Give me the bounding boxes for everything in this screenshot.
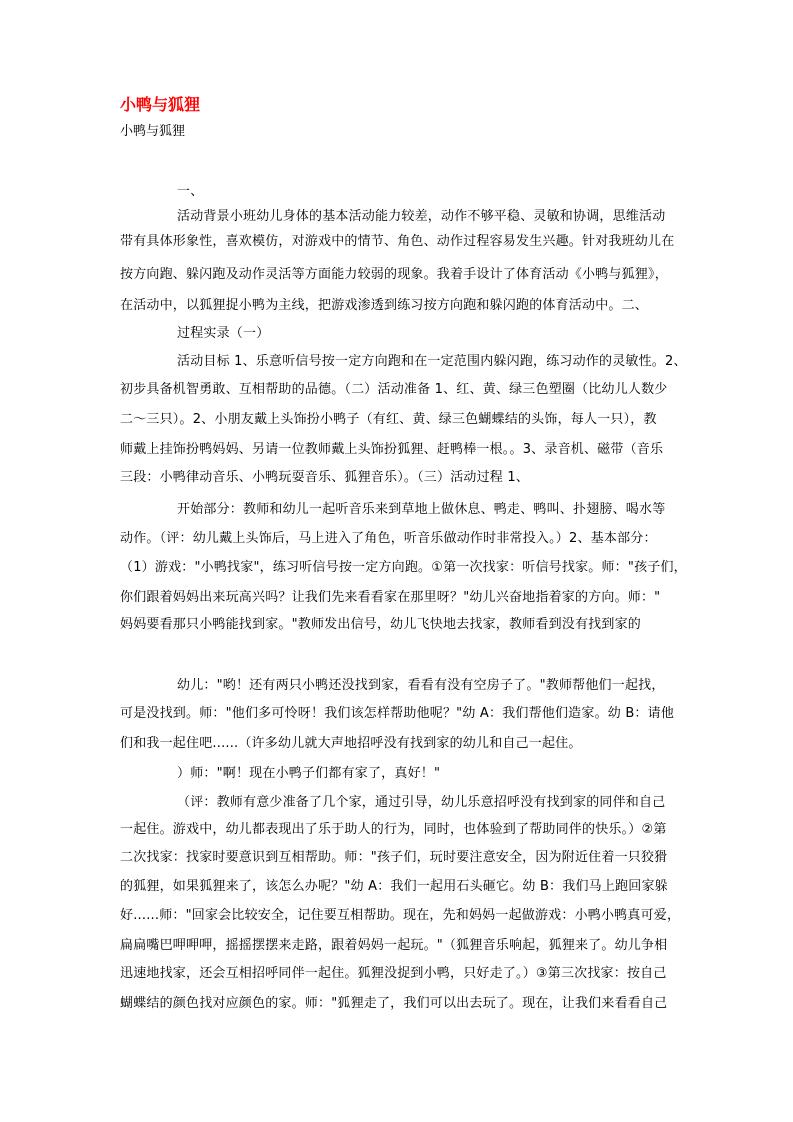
document-title: 小鸭与狐狸	[120, 95, 201, 114]
paragraph-line: 好......师："回家会比较安全，记住要互相帮助。现在，先和妈妈一起做游戏：小鸭小鸭真可爱，	[120, 908, 681, 923]
paragraph-line: 开始部分：教师和幼儿一起听音乐来到草地上做休息、鸭走、鸭叫、扑翅膀、喝水等	[177, 502, 666, 517]
paragraph-line: 你们跟着妈妈出来玩高兴吗？让我们先来看看家在那里呀？"幼儿兴奋地指着家的方向。师："	[120, 590, 661, 605]
paragraph-line: 动作。（评：幼儿戴上头饰后，马上进入了角色，听音乐做动作时非常投入。）2、基本部分：	[120, 531, 657, 546]
paragraph-line: （评：教师有意少准备了几个家，通过引导，幼儿乐意招呼没有找到家的同伴和自己	[177, 795, 666, 810]
paragraph-line: ）师："啊！现在小鸭子们都有家了，真好！"	[177, 766, 441, 781]
paragraph-line: 活动目标 1、乐意听信号按一定方向跑和在一定范围内躲闪跑，练习动作的灵敏性。2、	[177, 354, 687, 369]
paragraph-line: 蝴蝶结的颜色找对应颜色的家。师："狐狸走了，我们可以出去玩了。现在，让我们来看看自己	[120, 996, 668, 1011]
paragraph-line: 在活动中，以狐狸捉小鸭为主线，把游戏渗透到练习按方向跑和躲闪跑的体育活动中。二、	[120, 298, 649, 313]
paragraph-line: 二次找家：找家时要意识到互相帮助。师："孩子们，玩时要注意安全，因为附近住着一只狡猾	[120, 850, 668, 865]
paragraph-line: 一、	[177, 184, 204, 199]
paragraph-line: 三段：小鸭律动音乐、小鸭玩耍音乐、狐狸音乐）。（三）活动过程 1、	[120, 470, 530, 485]
paragraph-line: 扁扁嘴巴呷呷呷，摇摇摆摆来走路，跟着妈妈一起玩。"（狐狸音乐响起，狐狸来了。幼儿争相	[120, 938, 668, 953]
paragraph-line: 幼儿："哟！还有两只小鸭还没找到家，看看有没有空房子了。"教师帮他们一起找，	[177, 678, 665, 693]
paragraph-line: 们和我一起住吧......（许多幼儿就大声地招呼没有找到家的幼儿和自己一起住。	[120, 736, 582, 751]
paragraph-line: 师戴上挂饰扮鸭妈妈、另请一位教师戴上头饰扮狐狸、赶鸭棒一根。。3、录音机、磁带（音乐	[120, 442, 664, 457]
paragraph-line: 过程实录（一）	[177, 326, 270, 341]
paragraph-line: 一起住。游戏中，幼儿都表现出了乐于助人的行为，同时，也体验到了帮助同伴的快乐。）②第	[120, 822, 667, 837]
paragraph-line: 活动背景小班幼儿身体的基本活动能力较差，动作不够平稳、灵敏和协调，思维活动	[177, 209, 666, 224]
paragraph-line: 迅速地找家，还会互相招呼同伴一起住。狐狸没捉到小鸭，只好走了。）③第三次找家：按自己	[120, 966, 667, 981]
paragraph-line: 按方向跑、躲闪跑及动作灵活等方面能力较弱的现象。我着手设计了体育活动《小鸭与狐狸》，	[120, 267, 668, 282]
paragraph-line: 初步具备机智勇敢、互相帮助的品德。（二）活动准备 1、红、黄、绿三色塑圈（比幼儿人数少	[120, 382, 668, 397]
paragraph-line: 妈妈要看那只小鸭能找到家。"教师发出信号，幼儿飞快地去找家，教师看到没有找到家的	[120, 617, 641, 632]
paragraph-line: 的狐狸，如果狐狸来了，该怎么办呢？"幼 A：我们一起用石头砸它。幼 B：我们马上跑回家躲	[120, 879, 668, 894]
paragraph-line: 二～三只）。2、小朋友戴上头饰扮小鸭子（有红、黄、绿三色蝴蝶结的头饰，每人一只），教	[120, 412, 657, 427]
paragraph-line: 带有具体形象性，喜欢模仿，对游戏中的情节、角色、动作过程容易发生兴趣。针对我班幼儿在	[120, 234, 675, 249]
paragraph-line: （1）游戏："小鸭找家"，练习听信号按一定方向跑。①第一次找家：听信号找家。师："孩子们，	[120, 560, 687, 575]
document-subtitle: 小鸭与狐狸	[120, 124, 186, 139]
paragraph-line: 可是没找到。师："他们多可怜呀！我们该怎样帮助他呢？"幼 A：我们帮他们造家。幼 B：请他	[120, 706, 675, 721]
